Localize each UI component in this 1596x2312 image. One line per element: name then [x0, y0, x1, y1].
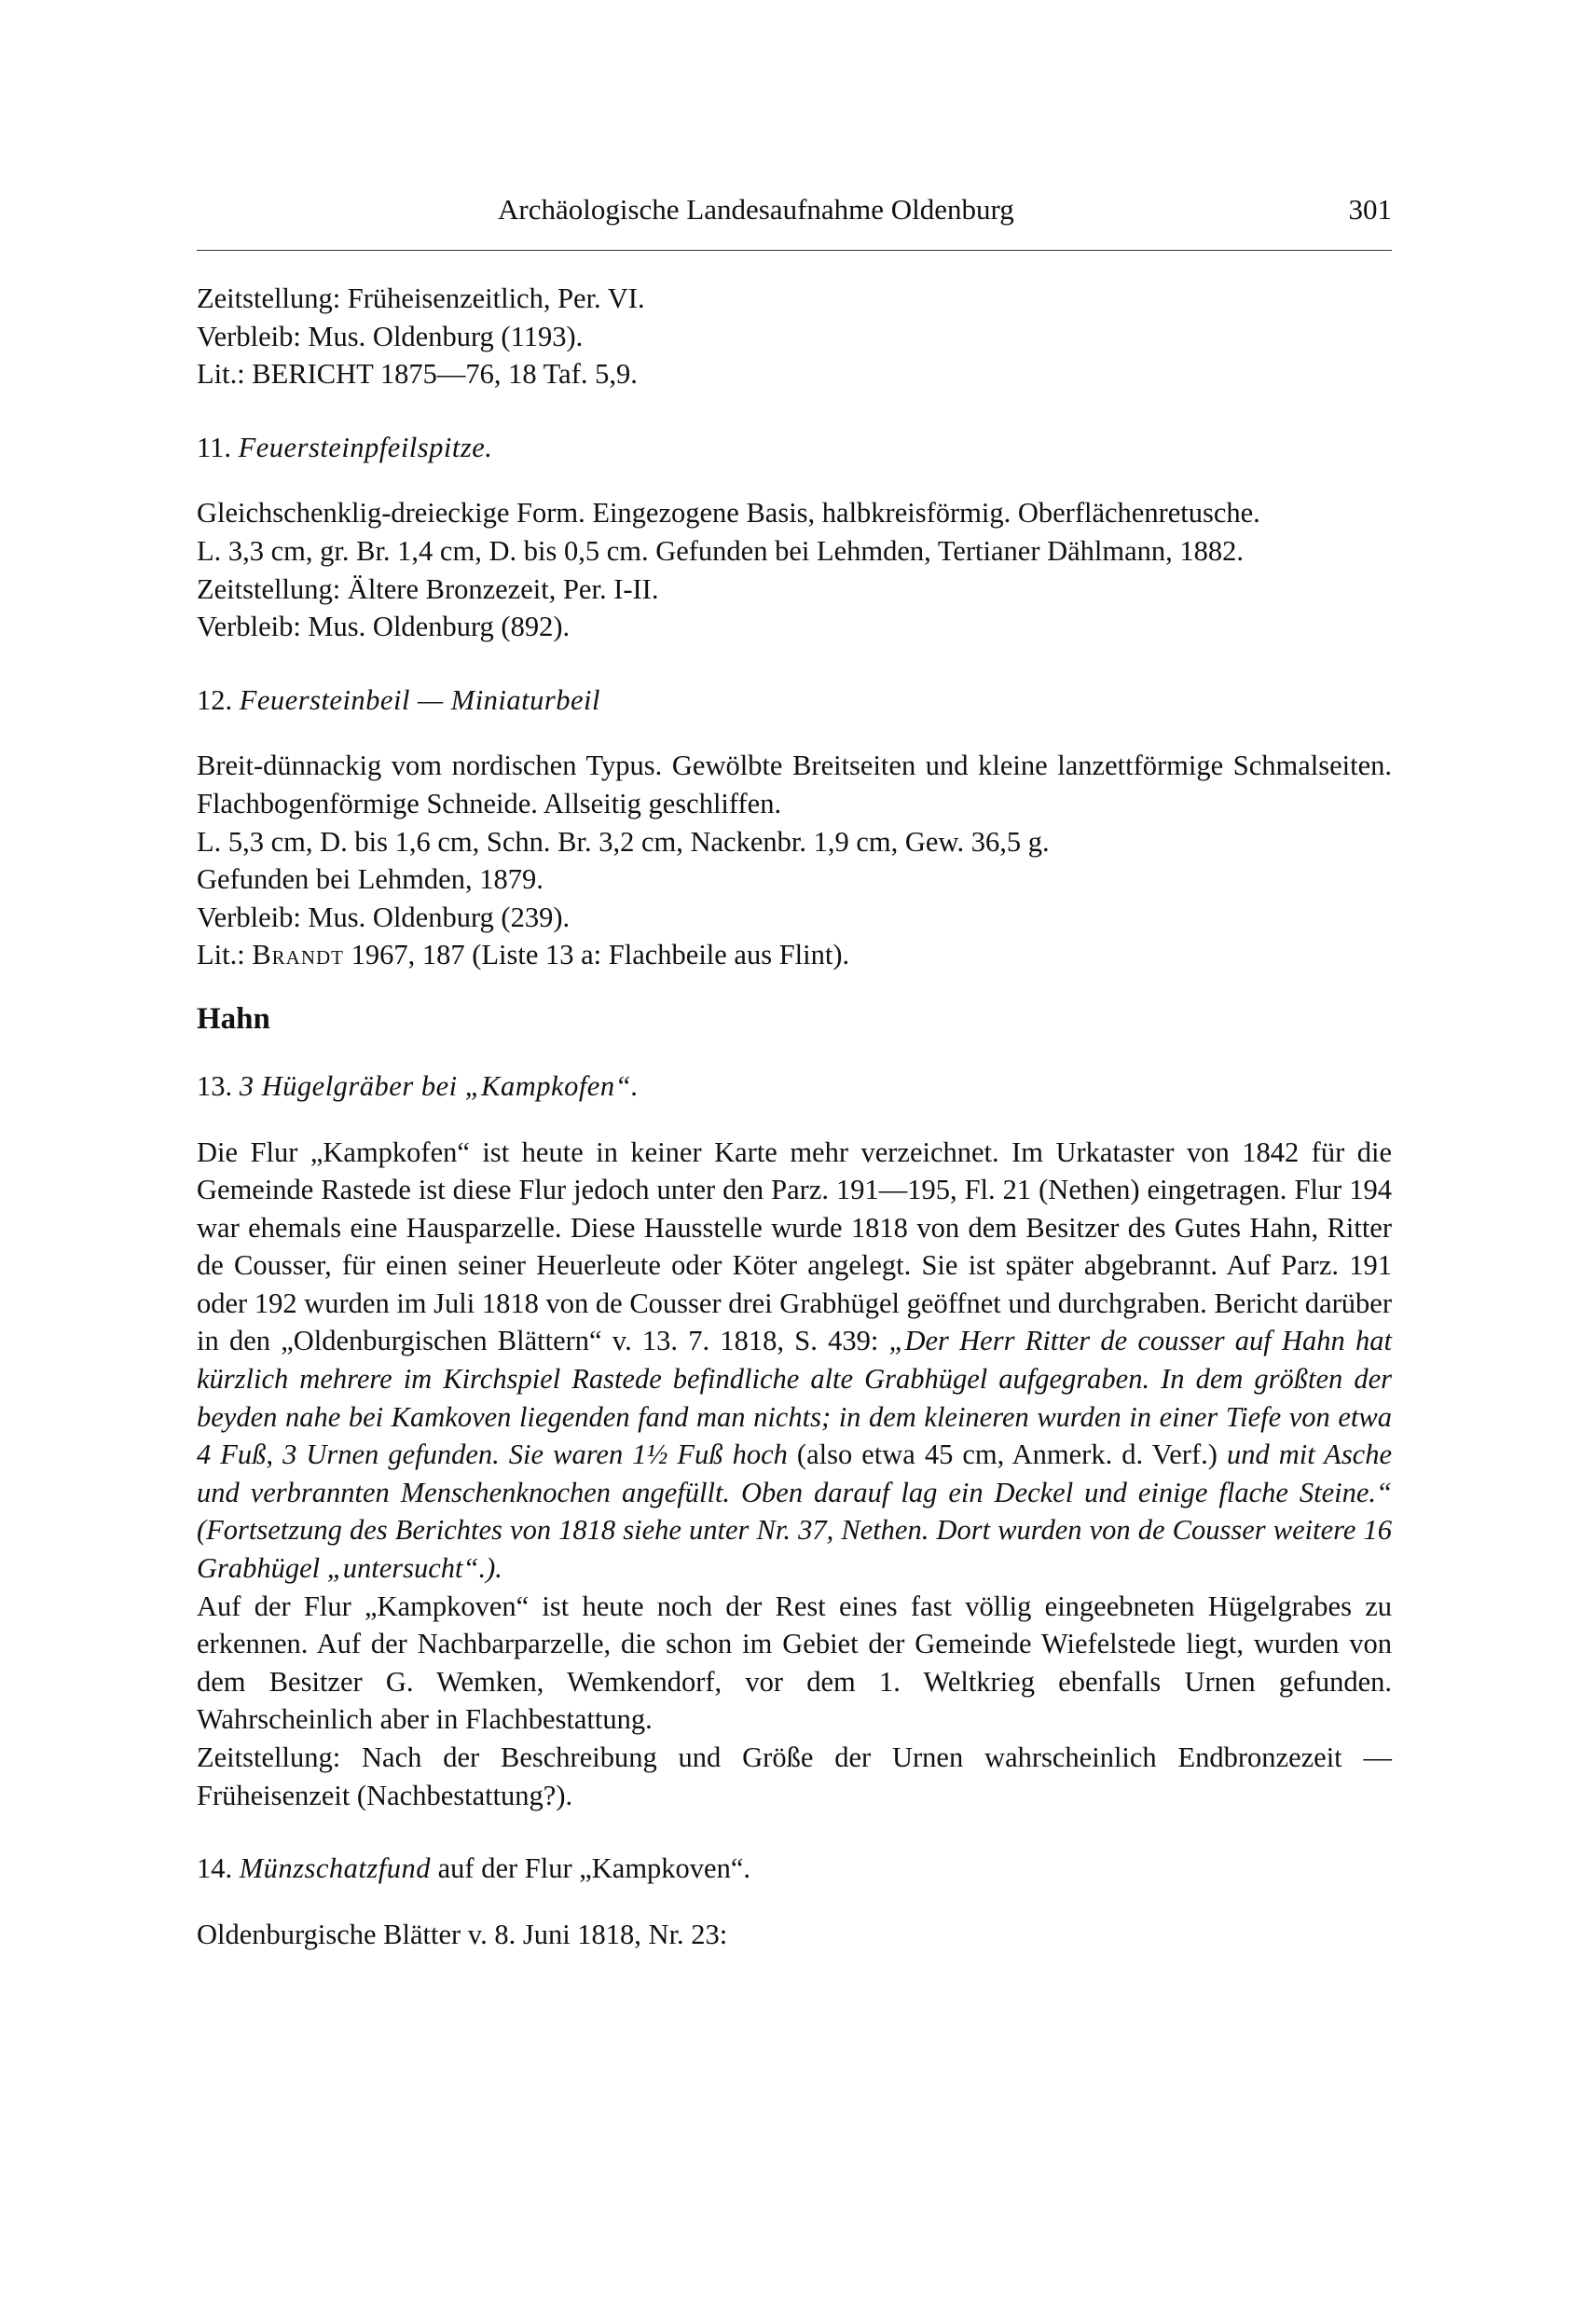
entry-13-number: 13.: [197, 1069, 233, 1102]
entry-14-title: Münzschatzfund: [239, 1852, 431, 1885]
header-rule: [197, 250, 1392, 251]
entry-12-title: Feuersteinbeil — Miniaturbeil: [239, 683, 600, 716]
entry-12-lit-author: Brandt: [252, 939, 344, 971]
entry-11-measures: L. 3,3 cm, gr. Br. 1,4 cm, D. bis 0,5 cm. Gefunden bei Lehmden, Tertianer Dählmann, 1882.: [197, 534, 1245, 567]
entry-11-location: Verbleib: Mus. Oldenburg (892).: [197, 611, 571, 643]
entry-13-title: 3 Hügelgräber bei „Kampkofen“.: [239, 1069, 640, 1102]
entry-12-measures: L. 5,3 cm, D. bis 1,6 cm, Schn. Br. 3,2 cm, Nackenbr. 1,9 cm, Gew. 36,5 g.: [197, 825, 1050, 858]
entry-13-p2: Auf der Flur „Kampkoven“ ist heute noch der Rest eines fast völlig eingeebneten Hügelgrabes zu erkennen. Auf der Nachbarparzelle, die schon im Gebiet der Gemeinde Wiefelstede liegt, wurden von dem Besitzer G. Wemken, Wemkendorf, vor dem 1. Weltkrieg ebenfalls Urnen gefunden. Wahrscheinlich aber in Flachbestattung.: [197, 1590, 1392, 1736]
entry-14-heading: [197, 1850, 1392, 1888]
running-head-title: Archäologische Landesaufnahme Oldenburg: [498, 193, 1014, 226]
entry-12-heading: [197, 681, 1392, 720]
entry-14-title-rest: auf der Flur „Kampkoven“.: [437, 1852, 751, 1885]
entry-13-date: Zeitstellung: Nach der Beschreibung und Größe der Urnen wahrscheinlich Endbronzezeit — Früheisenzeit (Nachbestattung?).: [197, 1741, 1392, 1811]
entry-13-p1: Die Flur „Kampkofen“ ist heute in keiner Karte mehr verzeichnet. Im Urkataster von 1842 für die Gemeinde Rastede ist diese Flur jedoch unter den Parz. 191—195, Fl. 21 (Nethen) eingetragen. Flur 194 war ehemals eine Hausparzelle. Diese Hausstelle wurde 1818 von dem Besitzer des Gutes Hahn, Ritter de Cousser, für einen seiner Heuerleute oder Köter angelegt. Sie ist später abgebrannt. Auf Parz. 191 oder 192 wurden im Juli 1818 von de Cousser drei Grabhügel geöffnet und durchgraben. Bericht darüber in den „Oldenburgischen Blättern“ v. 13. 7. 1818, S. 439:: [197, 1135, 1392, 1357]
entry-11-title: Feuersteinpfeilspitze.: [238, 431, 493, 463]
entry-13-quote-note: (also etwa 45 cm, Anmerk. d. Verf.): [796, 1438, 1218, 1471]
entry-11-number: 11.: [197, 431, 231, 463]
entry-13-heading: [197, 1067, 1392, 1106]
entry-10-date: Zeitstellung: Früheisenzeitlich, Per. VI.: [197, 282, 645, 314]
entry-14-number: 14.: [197, 1852, 233, 1885]
body-text: [197, 280, 1392, 1953]
entry-12-number: 12.: [197, 683, 233, 716]
section-heading-hahn: Hahn: [197, 1001, 270, 1036]
entry-12-location: Verbleib: Mus. Oldenburg (239).: [197, 901, 571, 933]
entry-11-description: Gleichschenklig-dreieckige Form. Eingezogene Basis, halbkreisförmig. Oberflächenretusche.: [197, 497, 1260, 530]
entry-11-heading: [197, 429, 1392, 467]
entry-13-paragraph: [197, 1134, 1392, 1588]
entry-12-literature: [197, 936, 1392, 974]
entry-13-quote-1: „Der Herr Ritter de cousser auf Hahn hat kürzlich mehrere im Kirchspiel Rastede befindliche alte Grabhügel aufgegraben. In dem größten der beyden nahe bei Kamkoven liegenden fand man nichts; in dem kleineren wurden in einer Tiefe von etwa 4 Fuß, 3 Urnen gefunden. Sie waren 1½ Fuß hoch: [197, 1325, 1392, 1471]
entry-12-lit-prefix: Lit.:: [197, 939, 245, 971]
entry-13-quote-2: und mit Asche und verbrannten Menschenknochen angefüllt. Oben darauf lag ein Deckel und einige flache Steine.“ (Fortsetzung des Berichtes von 1818 siehe unter Nr. 37, Nethen. Dort wurden von de Cousser weitere 16 Grabhügel „untersucht“.).: [197, 1438, 1393, 1585]
entry-11-date: Zeitstellung: Ältere Bronzezeit, Per. I-II.: [197, 572, 659, 605]
entry-10-location: Verbleib: Mus. Oldenburg (1193).: [197, 320, 584, 352]
entry-14-source: Oldenburgische Blätter v. 8. Juni 1818, Nr. 23:: [197, 1918, 728, 1950]
entry-10-literature: Lit.: BERICHT 1875—76, 18 Taf. 5,9.: [197, 358, 638, 391]
entry-12-description: Breit-dünnackig vom nordischen Typus. Gewölbte Breitseiten und kleine lanzettförmige Schmalseiten. Flachbogenförmige Schneide. Allseitig geschliffen.: [197, 750, 1392, 819]
page-number: 301: [1348, 193, 1392, 226]
entry-12-lit-rest: 1967, 187 (Liste 13 a: Flachbeile aus Flint).: [351, 939, 850, 971]
entry-12-found: Gefunden bei Lehmden, 1879.: [197, 863, 543, 896]
